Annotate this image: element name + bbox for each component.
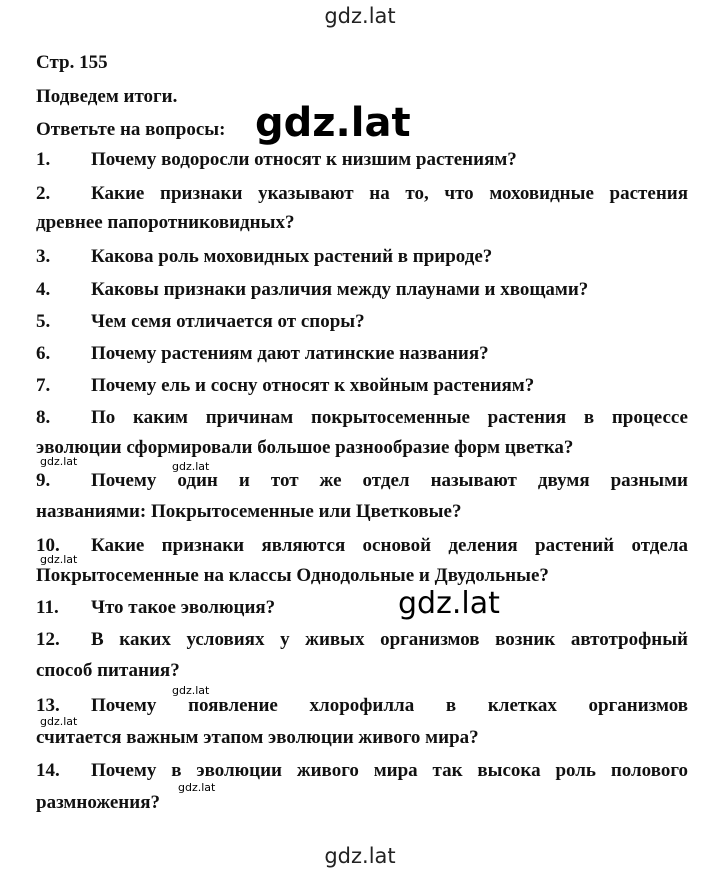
question-number: 8.: [36, 407, 51, 428]
question-text-cont: названиями: Покрытосеменные или Цветковые?: [36, 501, 462, 522]
watermark-bottom: gdz.lat: [324, 844, 396, 868]
question-number: 1.: [36, 149, 51, 170]
question-text: По каким причинам покрытосеменные растения в процессе: [91, 407, 688, 428]
watermark-top: gdz.lat: [324, 4, 396, 28]
questions-prompt: Ответьте на вопросы:: [36, 119, 226, 140]
watermark-small: gdz.lat: [172, 460, 210, 473]
question-text-cont: древнее папоротниковидных?: [36, 212, 295, 233]
watermark-large: gdz.lat: [398, 586, 500, 621]
question-text: Какие признаки указывают на то, что моховидные растения: [91, 183, 688, 204]
question-text: Почему водоросли относят к низшим растениям?: [91, 149, 517, 170]
question-text: Почему в эволюции живого мира так высока роль полового: [91, 760, 688, 781]
watermark-large: gdz.lat: [255, 100, 411, 146]
question-number: 7.: [36, 375, 51, 396]
question-number: 9.: [36, 470, 51, 491]
question-text: Почему ель и сосну относят к хвойным растениям?: [91, 375, 535, 396]
section-subtitle: Подведем итоги.: [36, 86, 178, 107]
page-number: Стр. 155: [36, 52, 108, 73]
question-text: В каких условиях у живых организмов возник автотрофный: [91, 629, 688, 650]
question-number: 6.: [36, 343, 51, 364]
question-text: Что такое эволюция?: [91, 597, 276, 618]
watermark-small: gdz.lat: [178, 781, 216, 794]
question-number: 2.: [36, 183, 51, 204]
question-text-cont: размножения?: [36, 792, 160, 813]
question-number: 5.: [36, 311, 51, 332]
question-text: Каковы признаки различия между плаунами и хвощами?: [91, 279, 589, 300]
question-number: 11.: [36, 597, 59, 618]
question-text-cont: считается важным этапом эволюции живого мира?: [36, 727, 479, 748]
question-number: 13.: [36, 695, 60, 716]
watermark-small: gdz.lat: [40, 715, 78, 728]
question-text-cont: способ питания?: [36, 660, 180, 681]
question-number: 14.: [36, 760, 60, 781]
question-number: 3.: [36, 246, 51, 267]
question-text-cont: Покрытосеменные на классы Однодольные и Двудольные?: [36, 565, 549, 586]
question-number: 10.: [36, 535, 60, 556]
watermark-small: gdz.lat: [40, 553, 78, 566]
question-text: Почему один и тот же отдел называют двумя разными: [91, 470, 688, 491]
question-text: Какие признаки являются основой деления растений отдела: [91, 535, 688, 556]
question-text: Чем семя отличается от споры?: [91, 311, 365, 332]
watermark-small: gdz.lat: [172, 684, 210, 697]
question-text: Какова роль моховидных растений в природе?: [91, 246, 493, 267]
watermark-small: gdz.lat: [40, 455, 78, 468]
question-text: Почему появление хлорофилла в клетках организмов: [91, 695, 688, 716]
question-number: 12.: [36, 629, 60, 650]
question-text-cont: эволюции сформировали большое разнообразие форм цветка?: [36, 437, 574, 458]
question-number: 4.: [36, 279, 51, 300]
question-text: Почему растениям дают латинские названия?: [91, 343, 489, 364]
